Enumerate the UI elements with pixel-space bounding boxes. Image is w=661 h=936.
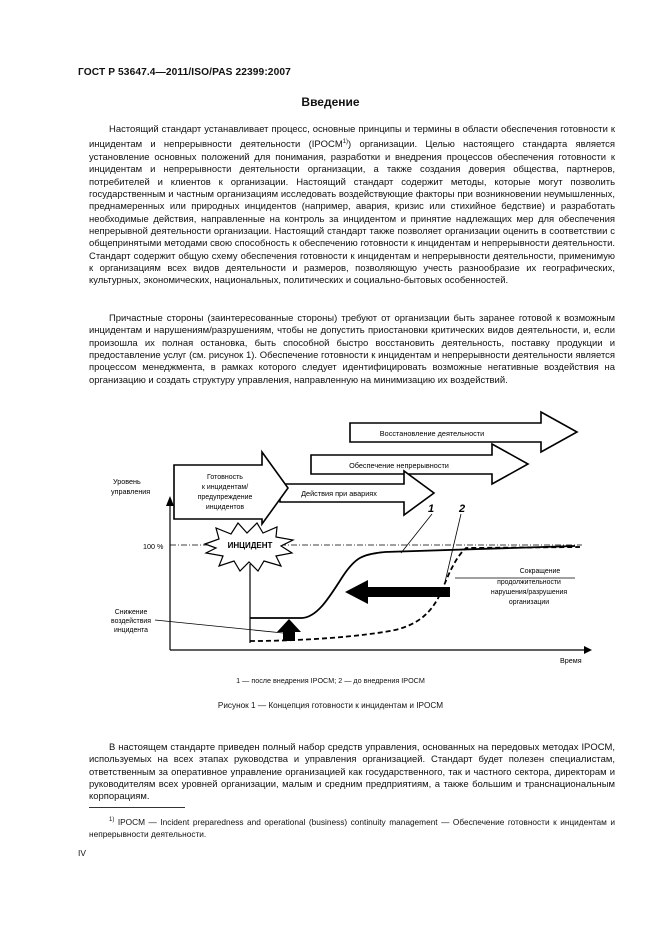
curve-1-label: 1 (428, 503, 435, 515)
readiness-line-2: к инцидентам/ (201, 484, 249, 491)
footnote-mark: 1) (109, 817, 115, 823)
paragraph-stakeholders: Причастные стороны (заинтересованные стороны) требуют от организации быть заранее готовой к возможным инцидентам и нарушениям/разрушениям, чтобы не допустить приостановки критических видов деятельности, и, если произошла их полная остановка, быть способной быстро восстановить деятельность, поставку продукции и предоставление услуг (см. рисунок 1). Обеспечение готовности к инцидентам и непрерывности деятельности является процессом менеджмента, в рамках которого следует идентифицировать возможные негативные воздействия на организацию и создать структуру управления, направленную на минимизацию их воздействий. (89, 313, 615, 386)
reduce-impact-line-1: Снижение (114, 609, 148, 616)
page-number: IV (78, 848, 86, 858)
paragraph-intro-part2: ) организации. Целью настоящего стандарта является установление основных положений для понимания, разработки и внедрения процессов обеспечения готовности к инцидентам и непрерывности деятельности организации, а также создания доверия общества, партнеров, потребителей и клиентов к организации. Настоящий стандарт содержит методы, которые могут позволить государственным и частным организациям исследовать воздействующие факторы при возникновении неумышленных, преднамеренных или природных инцидентов (например, авария, кризис или стихийное бедствие) и разработать необходимые действия, направленные на контроль за инцидентом и принятие надлежащих мер для обеспечения непрерывной деятельности организации. Настоящий стандарт также позволяет организации оценить в соответствии с общепринятыми методами свою способность к обеспечению готовности к инцидентам и непрерывности деятельности. Стандарт содержит общую схему обеспечения готовности к инцидентам и непрерывности деятельности, применимую к организациям всех видов деятельности и размеров, позволяющую учесть разнообразие их географических, культурных, экономических, национальных, политических и социально-бытовых особенностей. (89, 139, 615, 287)
reduce-impact-leader (155, 620, 283, 633)
paragraph-intro-part1: Настоящий стандарт устанавливает процесс, основные принципы и термины в области обеспечения готовности к инцидентам и непрерывности деятельности (IPOCM (89, 124, 615, 151)
footnote (89, 814, 615, 840)
figure-legend: 1 — после внедрения IPOCM; 2 — до внедрения IPOCM (236, 676, 425, 685)
arrow-emergency-label: Действия при авариях (301, 489, 377, 498)
readiness-line-3: предупреждение (197, 494, 253, 501)
y-axis-label-line-2: управления (111, 487, 151, 496)
curve-2-label: 2 (459, 503, 466, 515)
readiness-line-1: Готовность (207, 474, 243, 481)
figure-caption: Рисунок 1 — Концепция готовности к инцидентам и IPOCM (217, 701, 444, 710)
x-axis-label: Время (560, 656, 582, 665)
reduce-duration-line-2: продолжительности (497, 579, 561, 586)
section-title: Введение (301, 95, 360, 109)
reduce-duration-line-4: организации (508, 599, 550, 606)
reduce-duration-line-3: нарушения/разрушения (490, 589, 568, 596)
x-axis-arrowhead (584, 646, 592, 654)
reduce-impact-line-3: инцидента (113, 627, 149, 634)
curve-2-leader (445, 514, 461, 582)
reduce-duration-line-1: Сокращение (519, 568, 561, 575)
readiness-line-4: инцидентов (205, 504, 245, 511)
reduce-duration-arrow (345, 580, 450, 604)
document-header: ГОСТ Р 53647.4—2011/ISO/PAS 22399:2007 (78, 67, 291, 78)
level-100-label: 100 % (143, 542, 164, 551)
footnote-divider (89, 807, 185, 808)
y-axis-arrowhead (166, 496, 174, 506)
reduce-impact-arrow (277, 619, 301, 641)
footnote-text: IPOCM — Incident preparedness and operational (business) continuity management — Обеспечение готовности к инцидентам и непрерывности деятельности. (89, 816, 615, 839)
y-axis-label-line-1: Уровень (113, 477, 141, 486)
arrow-continuity-label: Обеспечение непрерывности (349, 461, 449, 470)
reduce-impact-line-2: воздействия (111, 618, 151, 625)
incident-label: ИНЦИДЕНТ (227, 541, 273, 550)
curve-1-leader (401, 514, 432, 553)
footnote-reference: 1) (342, 139, 349, 146)
arrow-restore-label: Восстановление деятельности (379, 429, 485, 438)
paragraph-tools: В настоящем стандарте приведен полный набор средств управления, основанных на передовых методах IPOCM, используемых на всех этапах руководства и управления организацией. Стандарт будет полезен специалистам, ответственным за оперативное управление организацией как государственного, так и частного сектора, директорам и руководителям всех уровней организации, малым и средним предприятиям, а также большим и транснациональным корпорациям. (89, 742, 615, 803)
